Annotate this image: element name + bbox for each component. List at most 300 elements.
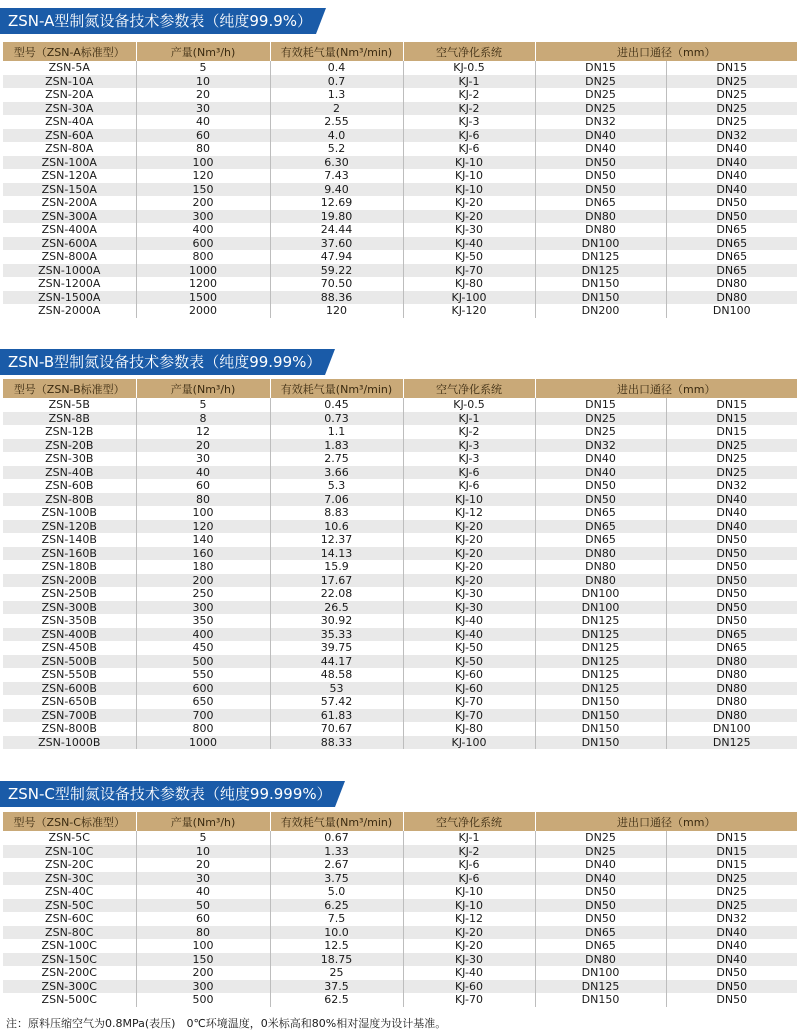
cell-port-outlet: DN65	[666, 223, 797, 237]
col-header-model: 型号（ZSN-C标准型）	[3, 812, 136, 831]
cell-port-outlet: DN50	[666, 587, 797, 601]
cell-purify: KJ-10	[403, 183, 535, 197]
cell-output: 20	[136, 439, 270, 453]
cell-air: 22.08	[270, 587, 403, 601]
cell-output: 120	[136, 169, 270, 183]
cell-port-outlet: DN50	[666, 966, 797, 980]
cell-port-outlet: DN65	[666, 264, 797, 278]
table-header-row	[3, 42, 797, 61]
cell-port-outlet: DN25	[666, 452, 797, 466]
table-row	[3, 709, 797, 723]
cell-purify: KJ-20	[403, 196, 535, 210]
cell-port-outlet: DN15	[666, 425, 797, 439]
table-row	[3, 872, 797, 886]
cell-port-outlet: DN40	[666, 156, 797, 170]
cell-purify: KJ-0.5	[403, 61, 535, 75]
cell-output: 500	[136, 655, 270, 669]
cell-port-inlet: DN65	[535, 533, 666, 547]
cell-port-inlet: DN200	[535, 304, 666, 318]
cell-model: ZSN-80C	[3, 926, 136, 940]
cell-output: 5	[136, 398, 270, 412]
cell-model: ZSN-10A	[3, 75, 136, 89]
table-row	[3, 722, 797, 736]
table-row	[3, 250, 797, 264]
cell-port-outlet: DN25	[666, 885, 797, 899]
cell-output: 20	[136, 88, 270, 102]
cell-port-inlet: DN125	[535, 980, 666, 994]
cell-air: 0.7	[270, 75, 403, 89]
cell-purify: KJ-20	[403, 560, 535, 574]
table-row	[3, 614, 797, 628]
cell-air: 39.75	[270, 641, 403, 655]
cell-purify: KJ-3	[403, 452, 535, 466]
table-row	[3, 156, 797, 170]
cell-purify: KJ-20	[403, 926, 535, 940]
cell-output: 30	[136, 452, 270, 466]
cell-purify: KJ-1	[403, 412, 535, 426]
cell-purify: KJ-100	[403, 736, 535, 750]
cell-port-outlet: DN65	[666, 628, 797, 642]
cell-port-outlet: DN50	[666, 601, 797, 615]
cell-model: ZSN-120A	[3, 169, 136, 183]
cell-port-outlet: DN50	[666, 560, 797, 574]
cell-port-inlet: DN65	[535, 926, 666, 940]
section-banner	[0, 349, 800, 375]
cell-port-inlet: DN125	[535, 682, 666, 696]
cell-port-outlet: DN50	[666, 614, 797, 628]
cell-port-inlet: DN125	[535, 628, 666, 642]
col-header-port: 进出口通径（mm）	[535, 42, 797, 61]
cell-output: 200	[136, 574, 270, 588]
cell-output: 60	[136, 479, 270, 493]
section-title: ZSN-C型制氮设备技术参数表（纯度99.999%）	[8, 785, 332, 803]
cell-port-outlet: DN65	[666, 237, 797, 251]
cell-port-outlet: DN15	[666, 858, 797, 872]
cell-air: 70.50	[270, 277, 403, 291]
cell-model: ZSN-100A	[3, 156, 136, 170]
cell-port-inlet: DN80	[535, 547, 666, 561]
cell-port-outlet: DN65	[666, 250, 797, 264]
cell-port-inlet: DN25	[535, 88, 666, 102]
table-row	[3, 142, 797, 156]
cell-port-inlet: DN150	[535, 291, 666, 305]
cell-purify: KJ-0.5	[403, 398, 535, 412]
table-row	[3, 858, 797, 872]
cell-output: 20	[136, 858, 270, 872]
table-section-c	[0, 781, 800, 1007]
cell-purify: KJ-6	[403, 129, 535, 143]
col-header-purify: 空气净化系统	[403, 812, 535, 831]
cell-output: 1000	[136, 264, 270, 278]
cell-output: 300	[136, 980, 270, 994]
cell-purify: KJ-120	[403, 304, 535, 318]
table-row	[3, 223, 797, 237]
col-header-output: 产量(Nm³/h)	[136, 379, 270, 398]
table-row	[3, 533, 797, 547]
cell-purify: KJ-10	[403, 493, 535, 507]
cell-air: 12.5	[270, 939, 403, 953]
cell-purify: KJ-70	[403, 264, 535, 278]
cell-port-outlet: DN40	[666, 183, 797, 197]
cell-port-outlet: DN80	[666, 655, 797, 669]
cell-output: 1000	[136, 736, 270, 750]
section-title: ZSN-A型制氮设备技术参数表（纯度99.9%）	[8, 12, 313, 30]
cell-air: 30.92	[270, 614, 403, 628]
cell-model: ZSN-600B	[3, 682, 136, 696]
cell-port-outlet: DN50	[666, 196, 797, 210]
cell-air: 120	[270, 304, 403, 318]
col-header-model: 型号（ZSN-B标准型）	[3, 379, 136, 398]
cell-model: ZSN-60B	[3, 479, 136, 493]
cell-port-inlet: DN25	[535, 102, 666, 116]
cell-port-inlet: DN32	[535, 439, 666, 453]
cell-purify: KJ-6	[403, 142, 535, 156]
cell-model: ZSN-20B	[3, 439, 136, 453]
cell-port-inlet: DN125	[535, 655, 666, 669]
cell-air: 88.33	[270, 736, 403, 750]
cell-air: 7.43	[270, 169, 403, 183]
cell-air: 7.06	[270, 493, 403, 507]
cell-air: 37.5	[270, 980, 403, 994]
cell-port-inlet: DN25	[535, 845, 666, 859]
cell-air: 44.17	[270, 655, 403, 669]
cell-port-inlet: DN40	[535, 142, 666, 156]
cell-air: 12.37	[270, 533, 403, 547]
table-row	[3, 88, 797, 102]
cell-port-outlet: DN15	[666, 412, 797, 426]
cell-model: ZSN-200C	[3, 966, 136, 980]
cell-port-outlet: DN40	[666, 506, 797, 520]
cell-model: ZSN-40A	[3, 115, 136, 129]
cell-output: 200	[136, 196, 270, 210]
cell-air: 1.83	[270, 439, 403, 453]
cell-output: 30	[136, 872, 270, 886]
cell-port-inlet: DN80	[535, 953, 666, 967]
cell-air: 70.67	[270, 722, 403, 736]
cell-port-outlet: DN65	[666, 641, 797, 655]
table-row	[3, 587, 797, 601]
col-header-purify: 空气净化系统	[403, 42, 535, 61]
cell-port-inlet: DN80	[535, 210, 666, 224]
cell-port-inlet: DN80	[535, 574, 666, 588]
table-row	[3, 520, 797, 534]
cell-air: 48.58	[270, 668, 403, 682]
table-row	[3, 425, 797, 439]
cell-port-outlet: DN80	[666, 277, 797, 291]
cell-port-inlet: DN125	[535, 668, 666, 682]
cell-air: 5.0	[270, 885, 403, 899]
table-row	[3, 237, 797, 251]
cell-purify: KJ-10	[403, 899, 535, 913]
cell-port-outlet: DN15	[666, 398, 797, 412]
cell-model: ZSN-550B	[3, 668, 136, 682]
cell-output: 50	[136, 899, 270, 913]
cell-air: 59.22	[270, 264, 403, 278]
cell-model: ZSN-700B	[3, 709, 136, 723]
cell-air: 1.1	[270, 425, 403, 439]
table-row	[3, 61, 797, 75]
table-row	[3, 196, 797, 210]
cell-air: 5.3	[270, 479, 403, 493]
cell-port-inlet: DN150	[535, 736, 666, 750]
cell-air: 9.40	[270, 183, 403, 197]
cell-port-outlet: DN25	[666, 872, 797, 886]
spec-table-c	[3, 812, 797, 1007]
table-row	[3, 831, 797, 845]
table-row	[3, 695, 797, 709]
cell-air: 0.67	[270, 831, 403, 845]
cell-model: ZSN-800B	[3, 722, 136, 736]
cell-port-outlet: DN50	[666, 980, 797, 994]
col-header-air: 有效耗气量(Nm³/min)	[270, 42, 403, 61]
cell-port-outlet: DN25	[666, 88, 797, 102]
cell-output: 100	[136, 506, 270, 520]
cell-purify: KJ-12	[403, 912, 535, 926]
cell-output: 80	[136, 926, 270, 940]
cell-model: ZSN-150A	[3, 183, 136, 197]
table-row	[3, 277, 797, 291]
table-row	[3, 479, 797, 493]
table-row	[3, 115, 797, 129]
cell-port-inlet: DN50	[535, 885, 666, 899]
cell-port-inlet: DN150	[535, 993, 666, 1007]
cell-air: 19.80	[270, 210, 403, 224]
cell-output: 100	[136, 939, 270, 953]
section-banner	[0, 781, 800, 807]
table-row	[3, 899, 797, 913]
cell-air: 2	[270, 102, 403, 116]
cell-model: ZSN-1000B	[3, 736, 136, 750]
cell-model: ZSN-120B	[3, 520, 136, 534]
cell-model: ZSN-30A	[3, 102, 136, 116]
cell-port-outlet: DN100	[666, 722, 797, 736]
cell-port-inlet: DN40	[535, 129, 666, 143]
cell-port-inlet: DN50	[535, 183, 666, 197]
cell-model: ZSN-1200A	[3, 277, 136, 291]
table-row	[3, 412, 797, 426]
table-section-a	[0, 8, 800, 318]
cell-air: 3.66	[270, 466, 403, 480]
col-header-air: 有效耗气量(Nm³/min)	[270, 379, 403, 398]
cell-port-outlet: DN32	[666, 912, 797, 926]
table-row	[3, 926, 797, 940]
cell-port-inlet: DN80	[535, 223, 666, 237]
cell-port-inlet: DN15	[535, 61, 666, 75]
footnote: 注：原料压缩空气为0.8MPa(表压) 0℃环境温度，0米标高和80%相对湿度为设计基准。	[6, 1017, 447, 1030]
cell-port-outlet: DN50	[666, 210, 797, 224]
cell-model: ZSN-100C	[3, 939, 136, 953]
cell-purify: KJ-30	[403, 587, 535, 601]
cell-air: 61.83	[270, 709, 403, 723]
table-row	[3, 655, 797, 669]
cell-air: 15.9	[270, 560, 403, 574]
cell-output: 600	[136, 237, 270, 251]
cell-air: 18.75	[270, 953, 403, 967]
cell-purify: KJ-100	[403, 291, 535, 305]
cell-port-outlet: DN15	[666, 61, 797, 75]
cell-port-inlet: DN50	[535, 169, 666, 183]
cell-purify: KJ-40	[403, 628, 535, 642]
cell-purify: KJ-60	[403, 668, 535, 682]
cell-port-inlet: DN40	[535, 466, 666, 480]
table-row	[3, 264, 797, 278]
cell-port-inlet: DN32	[535, 115, 666, 129]
table-row	[3, 75, 797, 89]
cell-air: 14.13	[270, 547, 403, 561]
cell-port-outlet: DN25	[666, 75, 797, 89]
cell-purify: KJ-2	[403, 425, 535, 439]
cell-port-outlet: DN15	[666, 831, 797, 845]
cell-model: ZSN-500B	[3, 655, 136, 669]
cell-port-inlet: DN50	[535, 156, 666, 170]
cell-port-inlet: DN50	[535, 479, 666, 493]
cell-output: 500	[136, 993, 270, 1007]
cell-air: 8.83	[270, 506, 403, 520]
cell-purify: KJ-6	[403, 858, 535, 872]
cell-model: ZSN-8B	[3, 412, 136, 426]
table-row	[3, 953, 797, 967]
cell-purify: KJ-20	[403, 520, 535, 534]
cell-port-inlet: DN50	[535, 493, 666, 507]
cell-output: 550	[136, 668, 270, 682]
cell-air: 37.60	[270, 237, 403, 251]
cell-port-inlet: DN65	[535, 520, 666, 534]
cell-port-inlet: DN65	[535, 196, 666, 210]
cell-port-outlet: DN32	[666, 479, 797, 493]
cell-port-outlet: DN50	[666, 547, 797, 561]
cell-purify: KJ-10	[403, 156, 535, 170]
table-row	[3, 601, 797, 615]
cell-port-outlet: DN125	[666, 736, 797, 750]
cell-purify: KJ-60	[403, 682, 535, 696]
cell-output: 10	[136, 845, 270, 859]
cell-air: 26.5	[270, 601, 403, 615]
cell-model: ZSN-200B	[3, 574, 136, 588]
cell-model: ZSN-450B	[3, 641, 136, 655]
cell-port-inlet: DN150	[535, 709, 666, 723]
cell-output: 800	[136, 722, 270, 736]
cell-port-inlet: DN100	[535, 601, 666, 615]
cell-port-outlet: DN80	[666, 695, 797, 709]
cell-port-outlet: DN50	[666, 533, 797, 547]
cell-purify: KJ-3	[403, 439, 535, 453]
cell-purify: KJ-20	[403, 547, 535, 561]
cell-port-outlet: DN40	[666, 169, 797, 183]
cell-output: 100	[136, 156, 270, 170]
table-row	[3, 129, 797, 143]
cell-output: 400	[136, 628, 270, 642]
cell-port-outlet: DN80	[666, 682, 797, 696]
cell-port-inlet: DN100	[535, 587, 666, 601]
table-row	[3, 628, 797, 642]
cell-air: 24.44	[270, 223, 403, 237]
cell-model: ZSN-180B	[3, 560, 136, 574]
cell-output: 60	[136, 912, 270, 926]
cell-purify: KJ-40	[403, 237, 535, 251]
cell-port-inlet: DN40	[535, 452, 666, 466]
table-row	[3, 993, 797, 1007]
table-row	[3, 466, 797, 480]
table-row	[3, 885, 797, 899]
cell-output: 40	[136, 466, 270, 480]
cell-port-outlet: DN25	[666, 466, 797, 480]
cell-port-outlet: DN25	[666, 115, 797, 129]
col-header-port: 进出口通径（mm）	[535, 379, 797, 398]
col-header-air: 有效耗气量(Nm³/min)	[270, 812, 403, 831]
cell-purify: KJ-20	[403, 533, 535, 547]
table-row	[3, 912, 797, 926]
cell-port-outlet: DN40	[666, 493, 797, 507]
cell-output: 700	[136, 709, 270, 723]
cell-model: ZSN-5A	[3, 61, 136, 75]
cell-air: 57.42	[270, 695, 403, 709]
cell-air: 4.0	[270, 129, 403, 143]
cell-model: ZSN-30C	[3, 872, 136, 886]
section-banner	[0, 8, 800, 34]
col-header-output: 产量(Nm³/h)	[136, 812, 270, 831]
cell-output: 200	[136, 966, 270, 980]
cell-port-outlet: DN50	[666, 993, 797, 1007]
cell-output: 160	[136, 547, 270, 561]
table-header-row	[3, 379, 797, 398]
table-header-row	[3, 812, 797, 831]
cell-output: 400	[136, 223, 270, 237]
cell-purify: KJ-30	[403, 601, 535, 615]
cell-purify: KJ-50	[403, 250, 535, 264]
cell-output: 800	[136, 250, 270, 264]
cell-air: 53	[270, 682, 403, 696]
cell-output: 150	[136, 953, 270, 967]
cell-model: ZSN-300B	[3, 601, 136, 615]
cell-model: ZSN-20A	[3, 88, 136, 102]
cell-output: 300	[136, 601, 270, 615]
cell-output: 80	[136, 493, 270, 507]
table-row	[3, 291, 797, 305]
table-row	[3, 939, 797, 953]
cell-output: 150	[136, 183, 270, 197]
cell-output: 300	[136, 210, 270, 224]
cell-port-inlet: DN125	[535, 250, 666, 264]
cell-air: 88.36	[270, 291, 403, 305]
table-row	[3, 493, 797, 507]
cell-air: 25	[270, 966, 403, 980]
cell-output: 140	[136, 533, 270, 547]
cell-purify: KJ-70	[403, 709, 535, 723]
table-row	[3, 641, 797, 655]
cell-model: ZSN-60A	[3, 129, 136, 143]
cell-purify: KJ-50	[403, 655, 535, 669]
cell-output: 40	[136, 115, 270, 129]
cell-air: 10.6	[270, 520, 403, 534]
cell-air: 2.75	[270, 452, 403, 466]
cell-port-outlet: DN100	[666, 304, 797, 318]
cell-air: 3.75	[270, 872, 403, 886]
cell-output: 250	[136, 587, 270, 601]
cell-air: 1.3	[270, 88, 403, 102]
cell-port-outlet: DN40	[666, 953, 797, 967]
cell-purify: KJ-60	[403, 980, 535, 994]
table-row	[3, 966, 797, 980]
col-header-port: 进出口通径（mm）	[535, 812, 797, 831]
cell-air: 62.5	[270, 993, 403, 1007]
cell-model: ZSN-40C	[3, 885, 136, 899]
cell-purify: KJ-70	[403, 695, 535, 709]
cell-output: 600	[136, 682, 270, 696]
table-row	[3, 439, 797, 453]
cell-port-inlet: DN125	[535, 641, 666, 655]
cell-output: 1500	[136, 291, 270, 305]
cell-model: ZSN-40B	[3, 466, 136, 480]
